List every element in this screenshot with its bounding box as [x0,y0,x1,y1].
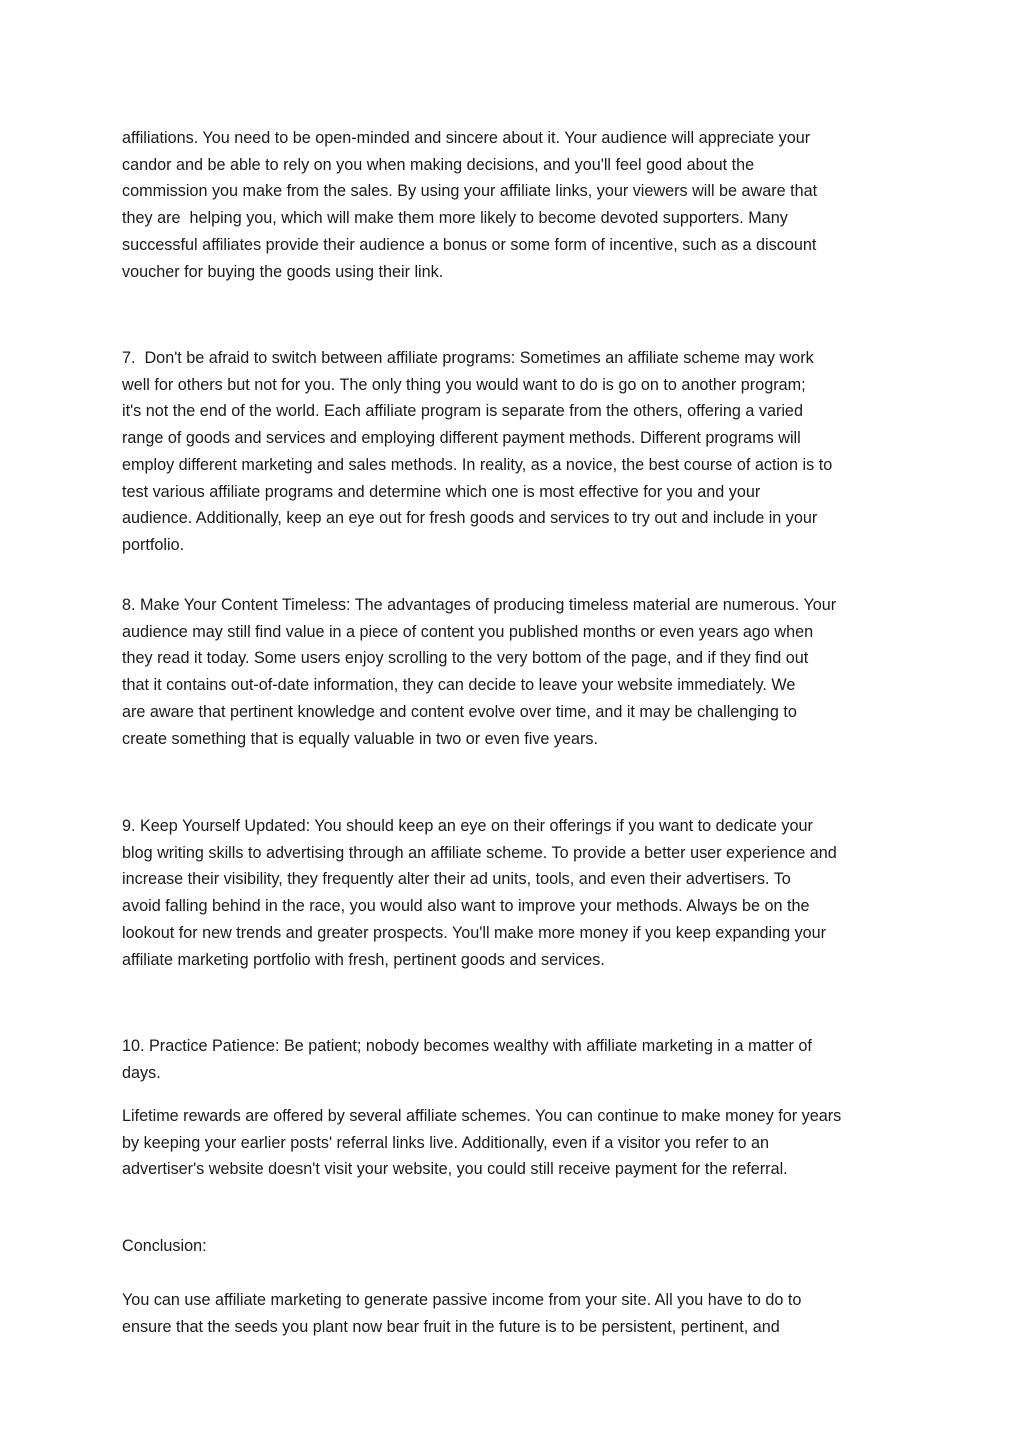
text-line: affiliate marketing portfolio with fresh, pertinent goods and services. [122,950,605,969]
paragraph-lifetime-rewards [122,1103,912,1183]
text-line: affiliations. You need to be open-minded and sincere about it. Your audience will appreciate your [122,129,811,147]
text-line: increase their visibility, they frequently alter their ad units, tools, and even their advertisers. To [122,870,791,889]
text-line: 9. Keep Yourself Updated: You should keep an eye on their offerings if you want to dedicate your [122,817,813,835]
text-line: are aware that pertinent knowledge and content evolve over time, and it may be challenging to [122,702,797,721]
text-line: 7. Don't be afraid to switch between affiliate programs: Sometimes an affiliate scheme may work [122,349,814,367]
text-line: well for others but not for you. The only thing you would want to do is go on to another program; [122,375,806,394]
text-line: range of goods and services and employing different payment methods. Different programs will [122,429,801,448]
text-line: they read it today. Some users enjoy scrolling to the very bottom of the page, and if they find out [122,649,809,668]
text-line: portfolio. [122,535,185,554]
text-line: advertiser's website doesn't visit your website, you could still receive payment for the referral. [122,1160,788,1179]
text-line: that it contains out-of-date information, they can decide to leave your website immediately. We [122,676,796,695]
text-line: blog writing skills to advertising through an affiliate scheme. To provide a better user experience and [122,843,837,862]
text-line: voucher for buying the goods using their link. [122,262,444,281]
text-line: commission you make from the sales. By using your affiliate links, your viewers will be aware that [122,182,818,201]
paragraph-conclusion [122,1287,912,1340]
text-line: days. [122,1063,161,1082]
text-line: by keeping your earlier posts' referral links live. Additionally, even if a visitor you refer to an [122,1133,770,1152]
text-line: employ different marketing and sales methods. In reality, as a novice, the best course of action is to [122,455,833,474]
text-line: Lifetime rewards are offered by several affiliate schemes. You can continue to make money for years [122,1107,842,1125]
paragraph-tip-9 [122,813,912,973]
text-line: successful affiliates provide their audience a bonus or some form of incentive, such as a discount [122,235,817,254]
paragraph-tip-8 [122,592,912,752]
text-line: avoid falling behind in the race, you would also want to improve your methods. Always be on the [122,897,810,916]
text-line: You can use affiliate marketing to generate passive income from your site. All you have to do to [122,1291,802,1309]
text-line: create something that is equally valuable in two or even five years. [122,729,598,748]
text-line: it's not the end of the world. Each affiliate program is separate from the others, offering a varied [122,402,803,421]
text-line: audience may still find value in a piece of content you published months or even years ago when [122,622,814,641]
text-line: lookout for new trends and greater prospects. You'll make more money if you keep expanding your [122,923,827,942]
text-line: 8. Make Your Content Timeless: The advantages of producing timeless material are numerous. Your [122,596,837,614]
text-line: candor and be able to rely on you when making decisions, and you'll feel good about the [122,155,755,174]
text-line: 10. Practice Patience: Be patient; nobody becomes wealthy with affiliate marketing in a matter of [122,1037,812,1055]
text-line: they are helping you, which will make them more likely to become devoted supporters. Many [122,209,788,228]
conclusion-heading [122,1233,912,1260]
text-line: audience. Additionally, keep an eye out for fresh goods and services to try out and include in your [122,509,818,528]
paragraph-tip-7 [122,345,912,559]
paragraph-intro-continuation [122,125,912,285]
text-line: test various affiliate programs and determine which one is most effective for you and your [122,482,761,501]
paragraph-tip-10 [122,1033,912,1086]
text-line: ensure that the seeds you plant now bear fruit in the future is to be persistent, pertinent, and [122,1317,780,1336]
text-line: Conclusion: [122,1237,207,1255]
